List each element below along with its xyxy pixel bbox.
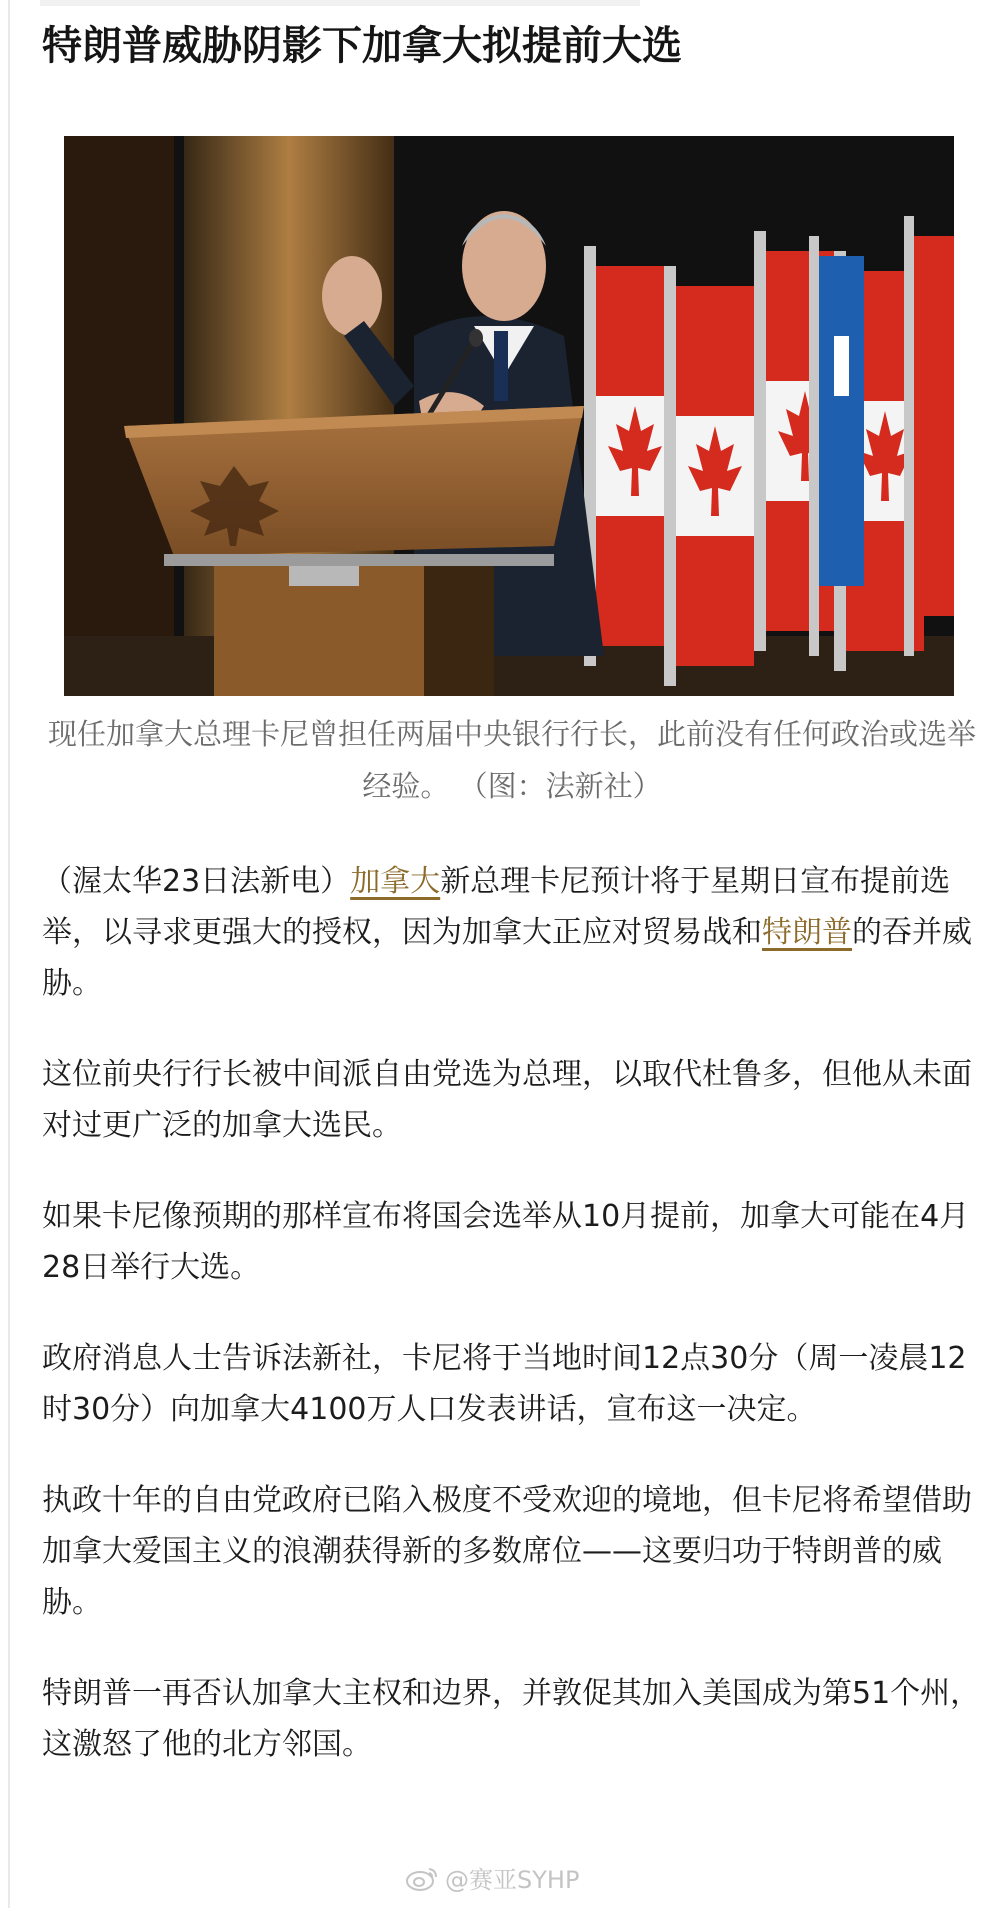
paragraph-1-end: 的吞并威胁。 bbox=[42, 915, 972, 1001]
podium-photo-illustration bbox=[64, 136, 954, 696]
weibo-icon bbox=[405, 1865, 439, 1891]
article bbox=[42, 0, 982, 1770]
photo-caption: 现任加拿大总理卡尼曾担任两届中央银行行长，此前没有任何政治或选举经验。 （图：法新社） bbox=[47, 717, 976, 803]
article-paragraph-5: 执政十年的自由党政府已陷入极度不受欢迎的境地，但卡尼将希望借助加拿大爱国主义的浪潮获得新的多数席位——这要归功于特朗普的威胁。 bbox=[42, 1483, 972, 1620]
article-paragraph-6: 特朗普一再否认加拿大主权和边界，并敦促其加入美国成为第51个州，这激怒了他的北方邻国。 bbox=[42, 1676, 981, 1762]
weibo-watermark bbox=[405, 1860, 579, 1895]
link-canada[interactable]: 加拿大 bbox=[350, 864, 441, 899]
article-photo[interactable] bbox=[64, 136, 954, 696]
paragraph-1-middle: 新总理卡尼预计将于星期日宣布提前选举，以寻求更强大的授权，因为加拿大正应对贸易战和 bbox=[42, 864, 951, 950]
link-trump[interactable]: 特朗普 bbox=[762, 915, 852, 950]
article-paragraph-2: 这位前央行行长被中间派自由党选为总理，以取代杜鲁多，但他从未面对过更广泛的加拿大选民。 bbox=[42, 1057, 972, 1143]
page-left-border bbox=[8, 0, 10, 1908]
dateline-text: （渥太华23日法新电） bbox=[42, 864, 351, 899]
article-paragraph-1 bbox=[42, 856, 982, 1009]
watermark-text: @赛亚SYHP bbox=[445, 1866, 580, 1894]
article-paragraph-3: 如果卡尼像预期的那样宣布将国会选举从10月提前，加拿大可能在4月28日举行大选。 bbox=[42, 1199, 970, 1285]
article-headline: 特朗普威胁阴影下加拿大拟提前大选 bbox=[42, 23, 682, 69]
article-paragraph-4: 政府消息人士告诉法新社，卡尼将于当地时间12点30分（周一凌晨12时30分）向加拿大4100万人口发表讲话，宣布这一决定。 bbox=[42, 1341, 967, 1427]
